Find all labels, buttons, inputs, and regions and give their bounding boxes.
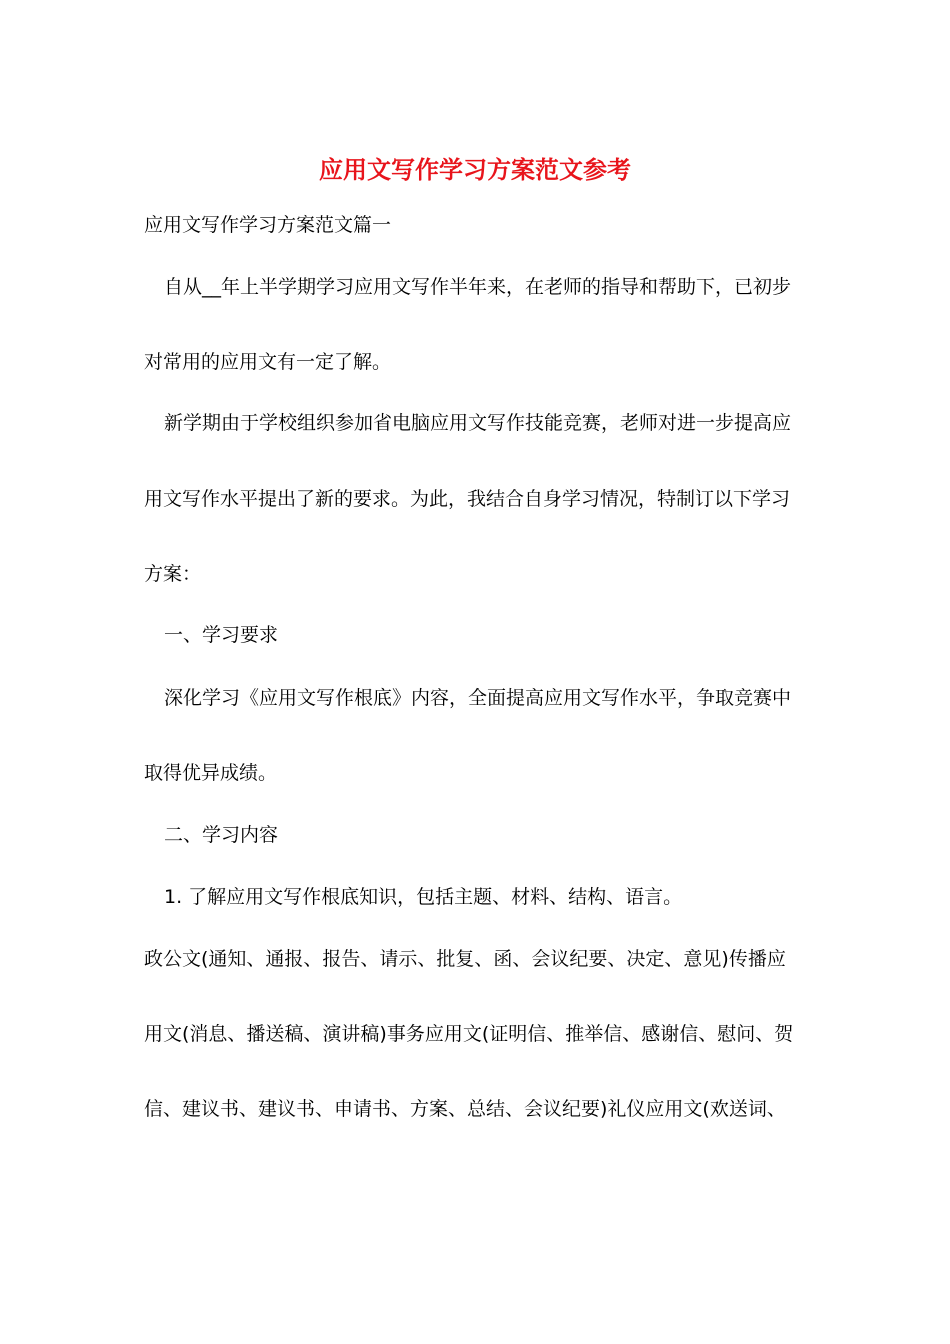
paragraph-line: 用文(消息、播送稿、演讲稿)事务应用文(证明信、推举信、感谢信、慰问、贺 — [144, 1023, 794, 1045]
paragraph-line: 方案： — [144, 563, 202, 585]
section-heading-content: 二、学习内容 — [164, 824, 279, 846]
document-title: 应用文写作学习方案范文参考 — [319, 155, 631, 184]
paragraph-line: 对常用的应用文有一定了解。 — [144, 351, 392, 373]
paragraph-line: 取得优异成绩。 — [144, 762, 278, 784]
paragraph-line: 新学期由于学校组织参加省电脑应用文写作技能竞赛，老师对进一步提高应 — [164, 412, 792, 434]
list-item: 1. 了解应用文写作根底知识，包括主题、材料、结构、语言。 — [164, 886, 683, 908]
paragraph-line: 深化学习《应用文写作根底》内容，全面提高应用文写作水平，争取竞赛中 — [164, 687, 792, 709]
section-heading-requirements: 一、学习要求 — [164, 624, 279, 646]
paragraph-line: 政公文(通知、通报、报告、请示、批复、函、会议纪要、决定、意见)传播应 — [144, 948, 786, 970]
section-heading-part-one: 应用文写作学习方案范文篇一 — [144, 214, 392, 236]
paragraph-line: 自从__年上半学期学习应用文写作半年来，在老师的指导和帮助下，已初步 — [164, 276, 792, 298]
paragraph-line: 信、建议书、建议书、申请书、方案、总结、会议纪要)礼仪应用文(欢送词、 — [144, 1098, 786, 1120]
paragraph-line: 用文写作水平提出了新的要求。为此，我结合自身学习情况，特制订以下学习 — [144, 488, 791, 510]
